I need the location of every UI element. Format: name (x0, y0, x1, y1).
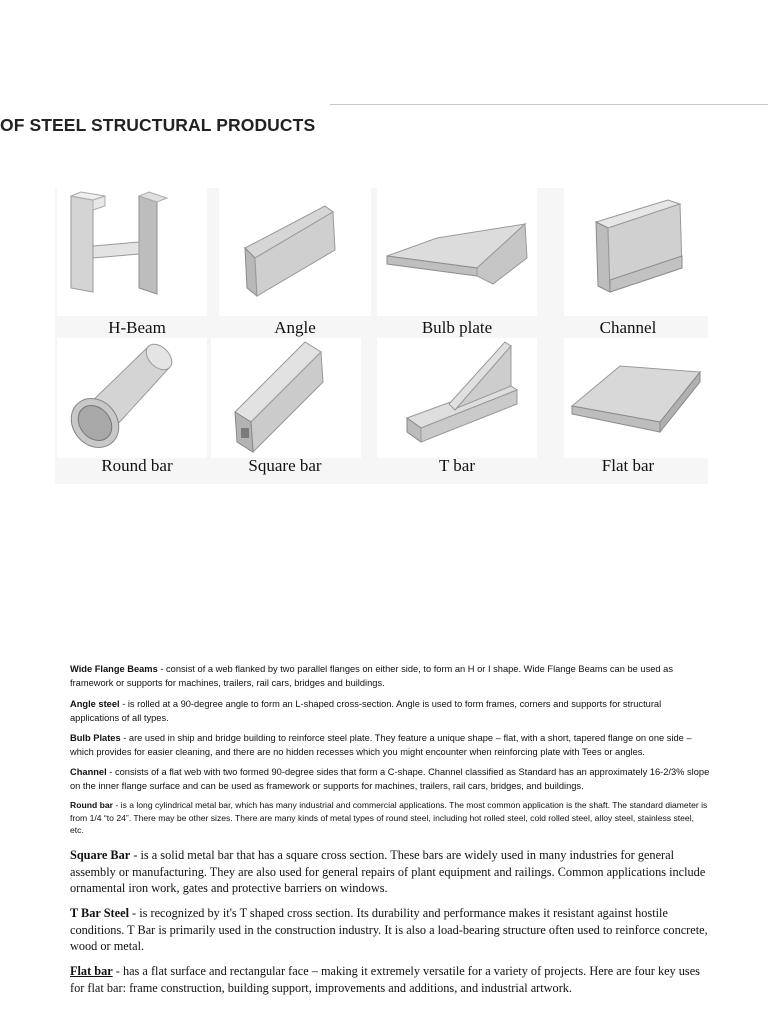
h-beam-image (57, 188, 207, 316)
h-beam-cell (57, 188, 217, 336)
flat-bar-image (548, 338, 708, 458)
desc-bulb-plates (70, 731, 710, 759)
t-bar-image (377, 338, 537, 458)
desc-angle-steel (70, 697, 710, 725)
definition: - has a flat surface and rectangular face – making it extremely versatile for a variety of projects. Here are four key uses for flat bar: frame construction, building support, improvements and additions, and industrial artwork. (70, 964, 700, 995)
definition: - is a solid metal bar that has a square cross section. These bars are widely used in many industries for general assembly or manufacturing. They are also used for general repairs of plant equipment and railings. Common applications include ornamental iron work, gates and protective barriers on windows. (70, 848, 706, 895)
channel-cell (548, 188, 708, 336)
bulb-plate-image (377, 188, 537, 316)
term: T Bar Steel (70, 906, 129, 920)
desc-square-bar (70, 847, 710, 897)
label-channel: Channel (599, 318, 657, 337)
t-bar-cell (377, 338, 537, 486)
label-flat-bar: Flat bar (601, 456, 655, 475)
definition: - are used in ship and bridge building to reinforce steel plate. They feature a unique shape – flat, with a short, tapered flange on one side – which provides for easier cleaning, and there are no hidden recesses which you might encounter when reinforcing plate with Tees or angles. (70, 733, 692, 757)
label-angle: Angle (274, 318, 316, 337)
desc-round-bar (70, 799, 710, 837)
label-round-bar: Round bar (101, 456, 173, 475)
definition: - is recognized by it's T shaped cross section. Its durability and performance makes it resistant against hostile conditions. T Bar is primarily used in the construction industry. It is also a load-bearing structure often used to reinforce concrete, wood or metal. (70, 906, 708, 953)
definition: - is rolled at a 90-degree angle to form an L-shaped cross-section. Angle is used to form frames, corners and supports for structural applications of all types. (70, 699, 662, 723)
channel-image (548, 188, 708, 316)
desc-wide-flange-beams (70, 662, 710, 690)
header-rule (330, 104, 768, 105)
term: Wide Flange Beams (70, 664, 158, 674)
term: Channel (70, 767, 107, 777)
label-t-bar: T bar (438, 456, 476, 475)
desc-channel (70, 765, 710, 793)
flat-bar-cell (548, 338, 708, 486)
label-bulb-plate: Bulb plate (421, 318, 493, 337)
term: Angle steel (70, 699, 120, 709)
term: Square Bar (70, 848, 131, 862)
steel-products-figure (55, 188, 708, 484)
desc-flat-bar (70, 963, 710, 996)
label-h-beam: H-Beam (108, 318, 166, 337)
square-bar-image (205, 338, 365, 458)
bulb-plate-cell (377, 188, 537, 336)
definition: - consists of a flat web with two formed 90-degree sides that form a C-shape. Channel classified as Standard has an approximately 16-2/3% slope on the inner flange surface and can be used as framework or supports for machines, trailers, rail cars, bridges, and buildings. (70, 767, 710, 791)
desc-t-bar-steel (70, 905, 710, 955)
term: Round bar (70, 800, 113, 810)
round-bar-image (57, 338, 207, 458)
term: Bulb Plates (70, 733, 121, 743)
angle-image (215, 188, 375, 316)
angle-cell (215, 188, 375, 336)
page-heading: OF STEEL STRUCTURAL PRODUCTS (0, 115, 316, 135)
term: Flat bar (70, 964, 113, 978)
definition: - consist of a web flanked by two parallel flanges on either side, to form an H or I shape. Wide Flange Beams can be used as framework or supports for machines, trailers, rail cars, bridges and buildings. (70, 664, 673, 688)
label-square-bar: Square bar (248, 456, 322, 475)
definition: - is a long cylindrical metal bar, which has many industrial and commercial applications. The most common application is the shaft. The standard diameter is from 1/4 “to 24”. There may be other sizes. There are many kinds of metal types of round steel, including hot rolled steel, cold rolled steel, alloy steel, stainless steel, etc. (70, 800, 708, 835)
round-bar-cell (57, 338, 217, 486)
square-bar-cell (205, 338, 365, 486)
